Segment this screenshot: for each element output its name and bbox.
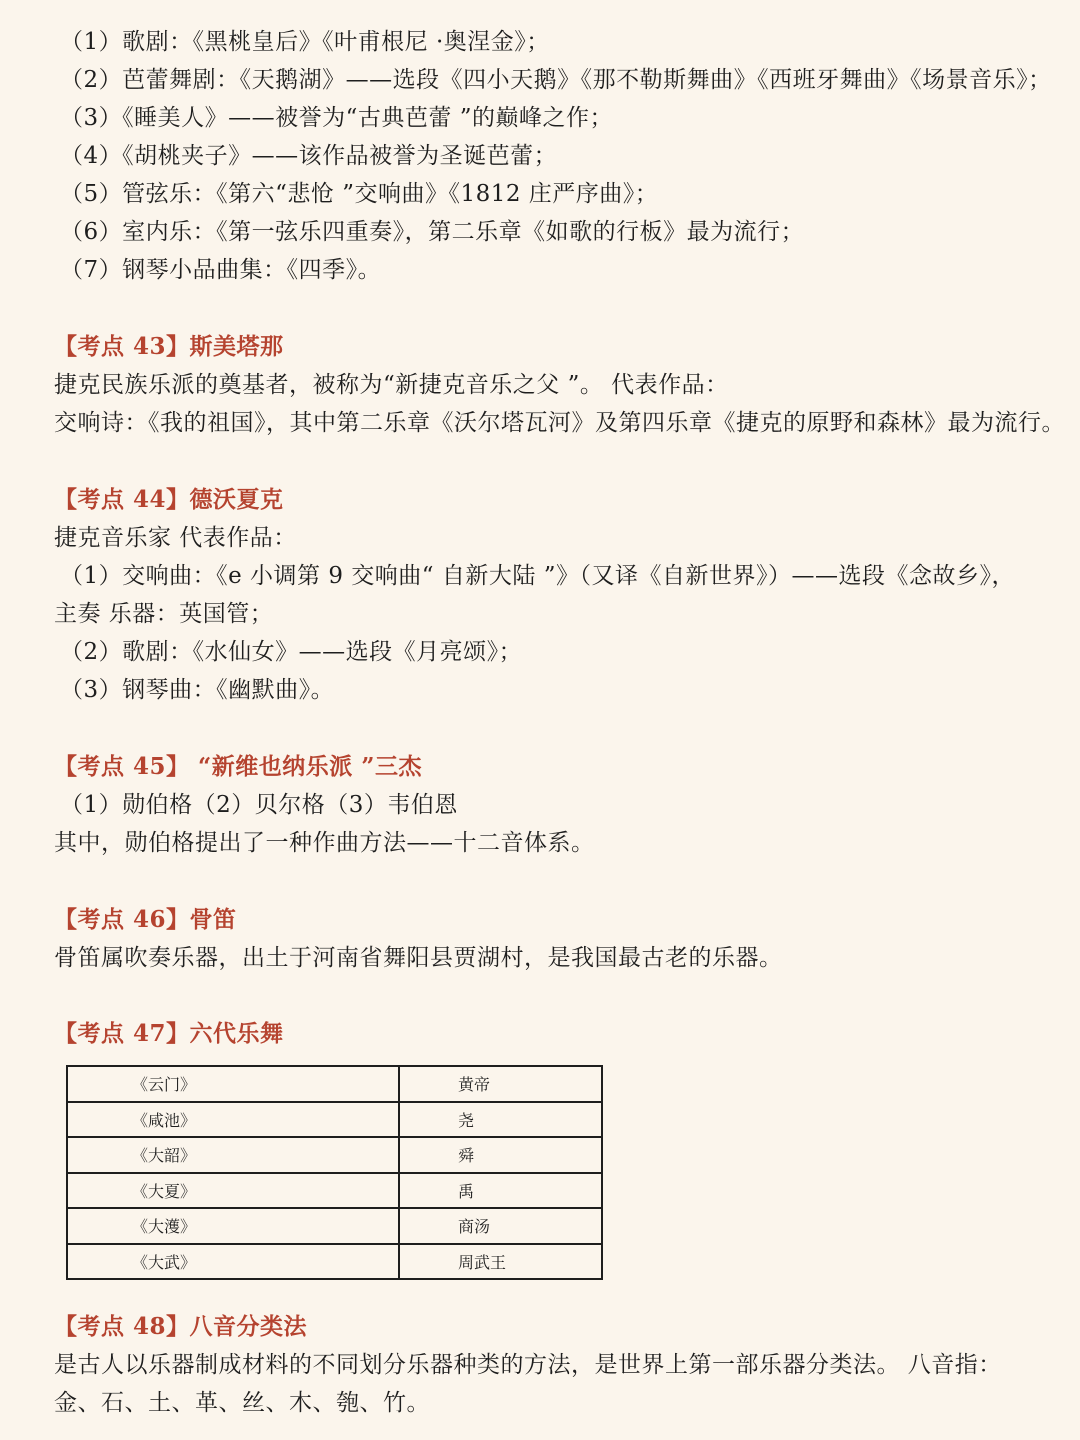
paragraph-line: 交响诗：《我的祖国》，其中第二乐章《沃尔塔瓦河》及第四乐章《捷克的原野和森林》最为流行。: [54, 410, 1065, 436]
table-row: [67, 1208, 602, 1244]
paragraph-line: 主奏 乐器：英国管；: [54, 601, 274, 627]
list-item: （5）管弦乐：《第六“悲怆 ”交响曲》《1812 庄严序曲》；: [60, 181, 659, 207]
table-cell-work: 《咸池》: [67, 1102, 399, 1138]
table-cell-ruler: 舜: [399, 1137, 602, 1173]
table-cell-work: 《大韶》: [67, 1137, 399, 1173]
section-heading-46: 【考点 46】骨笛: [54, 906, 237, 933]
list-item: （1）交响曲：《e 小调第 9 交响曲“ 自新大陆 ”》（又译《自新世界》）——选段《念故乡》，: [60, 563, 1015, 589]
list-item: （3）《睡美人》——被誉为“古典芭蕾 ”的巅峰之作；: [60, 105, 613, 131]
list-item: （4）《胡桃夹子》——该作品被誉为圣诞芭蕾；: [60, 143, 558, 169]
table-cell-ruler: 禹: [399, 1173, 602, 1209]
table-row: [67, 1244, 602, 1280]
table-row: [67, 1102, 602, 1138]
table-cell-ruler: 周武王: [399, 1244, 602, 1280]
table-cell-ruler: 尧: [399, 1102, 602, 1138]
table-cell-ruler: 商汤: [399, 1208, 602, 1244]
six-dynasties-table: [66, 1065, 603, 1280]
paragraph-line: 骨笛属吹奏乐器，出土于河南省舞阳县贾湖村，是我国最古老的乐器。: [54, 945, 783, 971]
paragraph-line: 其中，勋伯格提出了一种作曲方法——十二音体系。: [54, 830, 595, 856]
list-item: （1）勋伯格（2）贝尔格（3）韦伯恩: [60, 792, 458, 818]
paragraph-line: 捷克音乐家 代表作品：: [54, 525, 297, 551]
section-heading-47: 【考点 47】六代乐舞: [54, 1020, 284, 1047]
table-row: [67, 1066, 602, 1102]
paragraph-line: 金、石、土、革、丝、木、匏、竹。: [54, 1390, 430, 1416]
list-item: （3）钢琴曲：《幽默曲》。: [60, 677, 335, 703]
table-cell-work: 《大武》: [67, 1244, 399, 1280]
list-item: （1）歌剧：《黑桃皇后》《叶甫根尼 ·奥涅金》；: [60, 29, 550, 55]
list-item: （7）钢琴小品曲集：《四季》。: [60, 257, 382, 283]
table-cell-work: 《大濩》: [67, 1208, 399, 1244]
paragraph-line: 是古人以乐器制成材料的不同划分乐器种类的方法，是世界上第一部乐器分类法。 八音指：: [54, 1352, 1002, 1378]
table-cell-work: 《大夏》: [67, 1173, 399, 1209]
section-heading-45: 【考点 45】 “新维也纳乐派 ”三杰: [54, 753, 422, 780]
list-item: （6）室内乐：《第一弦乐四重奏》，第二乐章《如歌的行板》最为流行；: [60, 219, 805, 245]
list-item: （2）歌剧：《水仙女》——选段《月亮颂》；: [60, 639, 523, 665]
table-cell-work: 《云门》: [67, 1066, 399, 1102]
section-heading-48: 【考点 48】八音分类法: [54, 1313, 308, 1340]
list-item: （2）芭蕾舞剧：《天鹅湖》——选段《四小天鹅》《那不勒斯舞曲》《西班牙舞曲》《场景音乐》；: [60, 67, 1052, 93]
table-row: [67, 1173, 602, 1209]
section-heading-43: 【考点 43】斯美塔那: [54, 333, 284, 360]
table-row: [67, 1137, 602, 1173]
table-cell-ruler: 黄帝: [399, 1066, 602, 1102]
paragraph-line: 捷克民族乐派的奠基者，被称为“新捷克音乐之父 ”。 代表作品：: [54, 372, 729, 398]
section-heading-44: 【考点 44】德沃夏克: [54, 486, 284, 513]
